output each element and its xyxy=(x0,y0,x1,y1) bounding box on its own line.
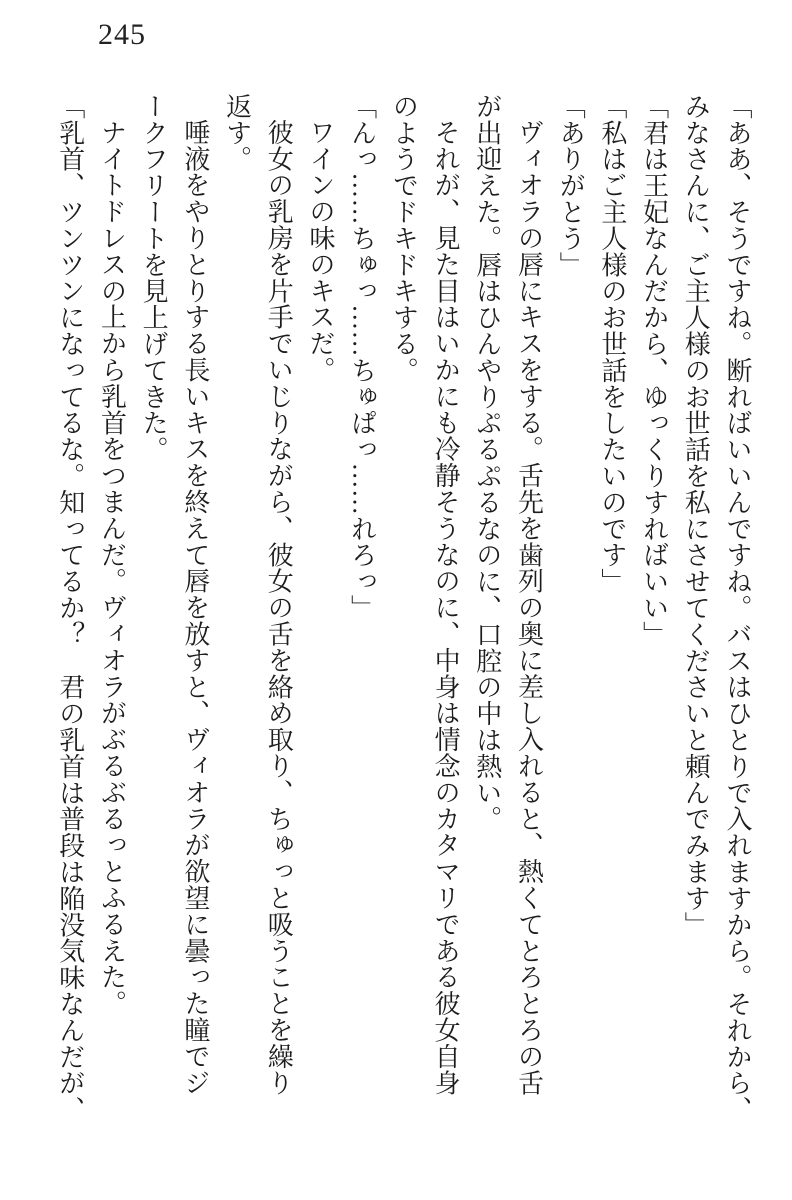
text-column: 「ああ、そうですね。断ればいいんですね。バスはひとりで入れますから。それから、 xyxy=(723,93,752,1123)
text-column: 「んっ……ちゅっ……ちゅぱっ……れろっ」 xyxy=(347,93,377,621)
text-column: 「君は王妃なんだから、ゆっくりすればいい」 xyxy=(639,93,669,648)
text-column: が出迎えた。唇はひんやりぷるぷるなのに、口腔の中は熱い。 xyxy=(472,93,502,833)
text-column: ークフリートを見上げてきた。 xyxy=(139,93,169,463)
text-column: みなさんに、ご主人様のお世話を私にさせてくださいと頼んでみます」 xyxy=(681,93,711,938)
text-column: ナイトドレスの上から乳首をつまんだ。ヴィオラがぶるぶるっとふるえた。 xyxy=(97,119,127,1017)
text-column: 返す。 xyxy=(222,93,252,173)
text-column: 「乳首、ツンツンになってるな。知ってるか？ 君の乳首は普段は陥没気味なんだが、 xyxy=(55,93,85,1123)
page-number: 245 xyxy=(98,18,146,51)
text-block xyxy=(49,93,758,1125)
text-column: 唾液をやりとりする長いキスを終えて唇を放すと、ヴィオラが欲望に曇った瞳でジ xyxy=(180,119,210,1097)
text-column: 「ありがとう」 xyxy=(556,93,586,278)
text-column: 「私はご主人様のお世話をしたいのです」 xyxy=(597,93,627,595)
text-column: ヴィオラの唇にキスをする。舌先を歯列の奥に差し入れると、熱くてとろとろの舌 xyxy=(514,119,544,1097)
text-column: のようでドキドキする。 xyxy=(389,93,419,384)
text-column: それが、見た目はいかにも冷静そうなのに、中身は情念のカタマリである彼女自身 xyxy=(431,119,461,1097)
text-column: ワインの味のキスだ。 xyxy=(305,119,335,384)
text-column: 彼女の乳房を片手でいじりながら、彼女の舌を絡め取り、ちゅっと吸うことを繰り xyxy=(264,119,294,1097)
